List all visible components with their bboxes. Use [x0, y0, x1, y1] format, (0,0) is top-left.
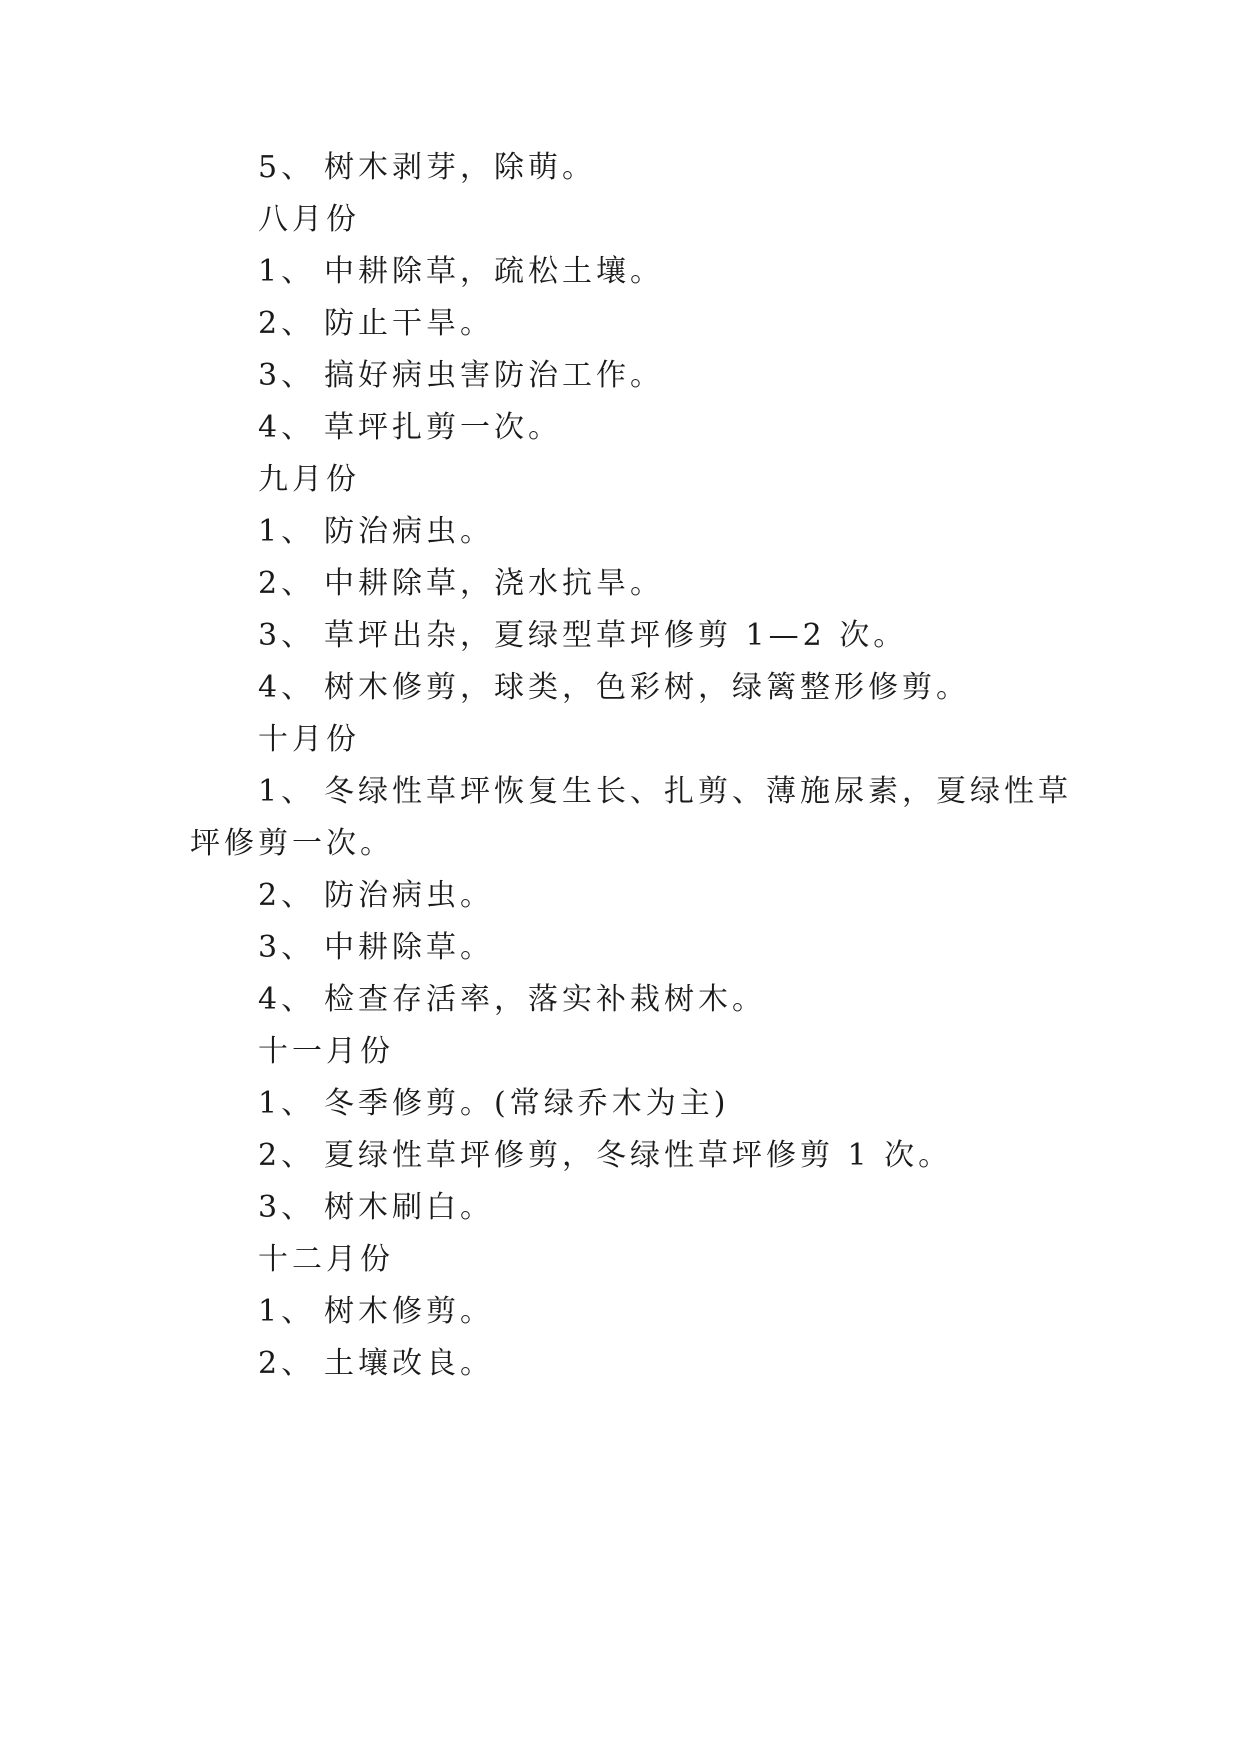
item-number: 2、: [258, 878, 316, 913]
item-number: 2、: [258, 1138, 316, 1173]
list-item: [258, 1188, 494, 1228]
list-item: [258, 980, 766, 1020]
item-number: 4、: [258, 982, 316, 1017]
item-number: 3、: [258, 1190, 316, 1225]
item-number: 2、: [258, 306, 316, 341]
item-number: 2、: [258, 1346, 316, 1381]
month-heading-august: 八月份: [258, 202, 360, 237]
item-text: 树木剥芽，除萌。: [324, 150, 596, 185]
item-text: 中耕除草，浇水抗旱。: [324, 566, 664, 601]
item-text: 树木修剪。: [324, 1294, 494, 1329]
item-number: 1、: [258, 514, 316, 549]
item-text: 检查存活率，落实补栽树木。: [324, 982, 766, 1017]
item-number: 1、: [258, 774, 316, 809]
list-item: [258, 408, 562, 448]
item-text: 防治病虫。: [324, 514, 494, 549]
list-item: [258, 252, 664, 292]
item-number: 3、: [258, 358, 316, 393]
item-text: 草坪扎剪一次。: [324, 410, 562, 445]
item-text: 防止干旱。: [324, 306, 494, 341]
list-item: [258, 304, 494, 344]
item-number: 4、: [258, 410, 316, 445]
item-text: 防治病虫。: [324, 878, 494, 913]
list-item: [258, 1344, 494, 1384]
list-item: [258, 356, 664, 396]
item-text: 草坪出杂，夏绿型草坪修剪 1—2 次。: [324, 618, 908, 653]
month-heading-november: 十一月份: [258, 1034, 394, 1069]
list-item: [258, 1136, 952, 1176]
item-text: 土壤改良。: [324, 1346, 494, 1381]
item-text: 中耕除草。: [324, 930, 494, 965]
month-heading-october: 十月份: [258, 722, 360, 757]
item-text: 树木修剪，球类，色彩树，绿篱整形修剪。: [324, 670, 970, 705]
item-text: 冬季修剪。(常绿乔木为主): [324, 1086, 730, 1121]
item-text: 树木刷白。: [324, 1190, 494, 1225]
list-item: [258, 876, 494, 916]
list-item: [258, 928, 494, 968]
list-item: [258, 1084, 729, 1124]
list-item: [258, 616, 907, 656]
list-item: [258, 668, 970, 708]
list-item: [258, 512, 494, 552]
item-text: 中耕除草，疏松土壤。: [324, 254, 664, 289]
list-item: [258, 1292, 494, 1332]
month-heading-september: 九月份: [258, 462, 360, 497]
item-text: 搞好病虫害防治工作。: [324, 358, 664, 393]
item-text: 冬绿性草坪恢复生长、扎剪、薄施尿素，夏绿性草: [324, 774, 1072, 809]
item-number: 1、: [258, 1294, 316, 1329]
item-number: 1、: [258, 254, 316, 289]
item-number: 1、: [258, 1086, 316, 1121]
item-number: 4、: [258, 670, 316, 705]
list-item: [258, 564, 664, 604]
list-item-continuation: 坪修剪一次。: [190, 826, 394, 861]
item-number: 2、: [258, 566, 316, 601]
item-text: 夏绿性草坪修剪，冬绿性草坪修剪 1 次。: [324, 1138, 953, 1173]
list-item: [258, 148, 596, 188]
month-heading-december: 十二月份: [258, 1242, 394, 1277]
list-item: [258, 772, 1072, 812]
item-number: 3、: [258, 618, 316, 653]
item-number: 5、: [258, 150, 316, 185]
item-number: 3、: [258, 930, 316, 965]
